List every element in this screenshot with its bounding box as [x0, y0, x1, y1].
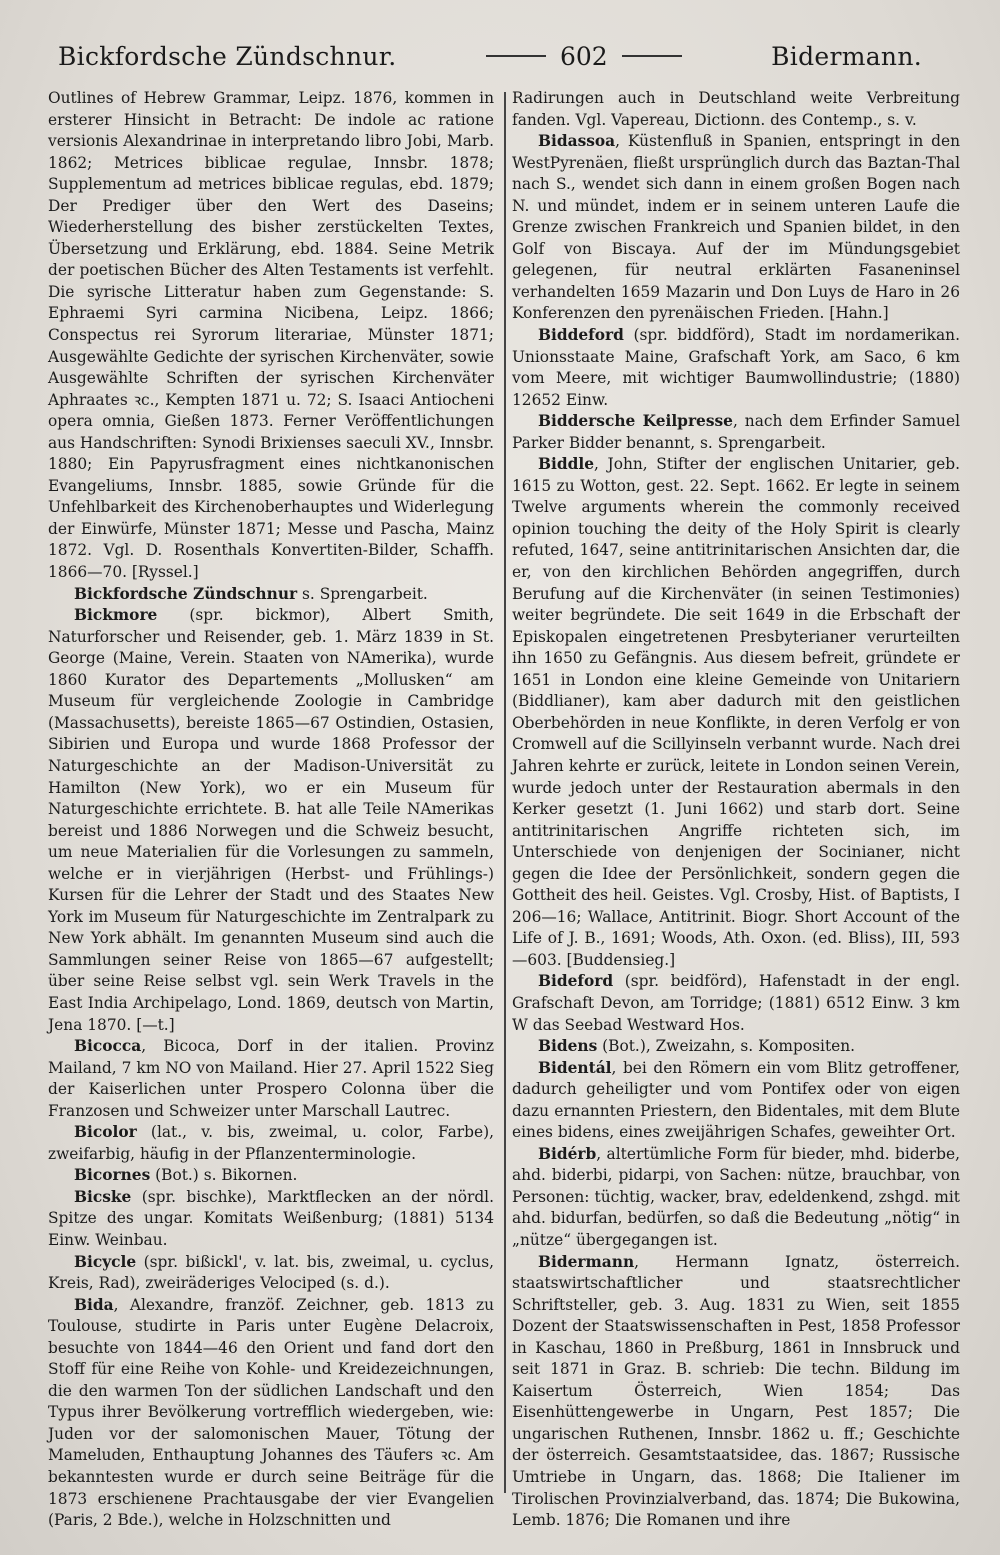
entry-headword: Bidassoa — [538, 132, 616, 151]
entry-text: s. Sprengarbeit. — [297, 584, 428, 603]
entry-headword: Bickfordsche Zündschnur — [74, 584, 298, 603]
entry-text: , altertümliche Form für bieder, mhd. biderbe, ahd. biderbi, pidarpi, von Sachen: nütze, brauchbar, von Personen: tüchtig, wacker, brav, edeldenkend, zshgd. mit ahd. bidurfan, bedürfen, so daß die Bedeutung „nötig“ in „nütze“ übergegangen ist. — [512, 1144, 960, 1249]
entry-paragraph — [48, 1122, 494, 1165]
entry-paragraph — [512, 1036, 960, 1058]
running-head-right: Bidermann. — [771, 41, 922, 71]
entry-headword: Bickmore — [74, 606, 158, 625]
entry-paragraph — [512, 411, 960, 454]
entry-paragraph — [512, 454, 960, 971]
entry-text: (spr. beidförd), Hafenstadt in der engl. Grafschaft Devon, am Torridge; (1881) 6512 Einw. 3 km W das Seebad Westward Hos. — [512, 972, 960, 1034]
entry-paragraph — [512, 971, 960, 1036]
entry-text: (lat., v. bis, zweimal, u. color, Farbe), zweifarbig, häufig in der Pflanzenterminologie. — [48, 1123, 494, 1163]
entry-paragraph — [48, 1187, 494, 1252]
entry-headword: Biddeford — [538, 326, 624, 345]
entry-paragraph — [48, 584, 494, 606]
right-column — [512, 88, 961, 1530]
entry-paragraph — [512, 1144, 960, 1252]
header-rule-right — [622, 55, 682, 57]
entry-text: Radirungen auch in Deutschland weite Verbreitung fanden. Vgl. Vapereau, Dictionn. des Contemp., s. v. — [512, 89, 960, 129]
entry-text: (spr. bischke), Marktflecken an der nördl. Spitze des ungar. Komitats Weißenburg; (1881) 5134 Einw. Weinbau. — [48, 1187, 494, 1249]
entry-text: , John, Stifter der englischen Unitarier, geb. 1615 zu Wotton, gest. 22. Sept. 1662. Er legte in seinem Twelve arguments wherein the commonly received opinion touching the deity of the Holy Spirit is clearly refuted, 1647, seine antitrinitarischen Ansichten dar, die er, von den kirchlichen Behörden angegriffen, durch Berufung auf die Kirchenväter (in seinen Testimonies) weiter begründete. Die seit 1649 in die Erbschaft der Episkopalen eingetretenen Presbyterianer verurteilten ihn 1650 zu Gefängnis. Aus diesem befreit, gründete er 1651 in London eine kleine Gemeinde von Unitariern (Biddlianer), kam aber dadurch mit den geistlichen Oberbehörden in neue Konflikte, in deren Verfolg er von Cromwell auf die Scillyinseln verbannt wurde. Nach drei Jahren kehrte er zurück, leitete in London seinen Verein, wurde jedoch unter der Restauration abermals in den Kerker gesetzt (1. Juni 1662) und starb dort. Seine antitrinitarischen Angriffe richteten sich, im Unterschiede von denjenigen der Socinianer, nicht gegen die Idee der Persönlichkeit, sondern gegen die Gottheit des heil. Geistes. Vgl. Crosby, Hist. of Baptists, I 206—16; Wallace, Antitrinit. Biogr. Short Account of the Life of J. B., 1691; Woods, Ath. Oxon. (ed. Bliss), III, 593—603. [Buddensieg.] — [512, 455, 960, 969]
entry-paragraph — [512, 131, 960, 325]
entry-text: , Alexandre, franzöf. Zeichner, geb. 1813 zu Toulouse, studirte in Paris unter Eugène Delacroix, besuchte von 1844—46 den Orient und fand dort den Stoff für eine Reihe von Kohle- und Kreidezeichnungen, die den warmen Ton der südlichen Landschaft und den Typus ihrer Bevölkerung vortrefflich wiedergeben, wie: Juden vor der salomonischen Mauer, Tötung der Mameluden, Enthauptung Johannes des Täufers ꝛc. Am bekanntesten wurde er durch seine Beiträge für die 1873 erschienene Prachtausgabe der vier Evangelien (Paris, 2 Bde.), welche in Holzschnitten und — [48, 1295, 494, 1530]
entry-headword: Bideford — [538, 972, 614, 991]
entry-headword: Bicycle — [74, 1252, 137, 1271]
entry-headword: Biddle — [538, 455, 595, 474]
entry-paragraph — [512, 1058, 960, 1144]
header-rule-left — [486, 55, 546, 57]
entry-headword: Bidens — [538, 1037, 598, 1056]
entry-text: (spr. bißickl', v. lat. bis, zweimal, u. cyclus, Kreis, Rad), zweiräderiges Velociped (s. d.). — [48, 1252, 494, 1293]
entry-text: (spr. bickmor), Albert Smith, Naturforscher und Reisender, geb. 1. März 1839 in St. George (Maine, Verein. Staaten von NAmerika), wurde 1860 Kurator des Departements „Mollusken“ am Museum für vergleichende Zoologie in Cambridge (Massachusetts), bereiste 1865—67 Ostindien, Ostasien, Sibirien und Europa und wurde 1868 Professor der Naturgeschichte an der Madison-Universität zu Hamilton (New York), wo er ein Museum für Naturgeschichte errichtete. B. hat alle Teile NAmerikas bereist und 1886 Norwegen und die Schweiz besucht, um neue Materialien für die Vorlesungen zu sammeln, welche er in vierjährigen (Herbst- und Frühlings-) Kursen für die Lehrer der Stadt und des Staates New York im Museum für Naturgeschichte im Zentralpark zu New York abhält. Im genannten Museum sind auch die Sammlungen seiner Reise von 1865—67 aufgestellt; über seine Reise selbst vgl. sein Werk Travels in the East India Archipelago, Lond. 1869, deutsch von Martin, Jena 1870. [—t.] — [48, 606, 494, 1034]
entry-paragraph — [512, 325, 960, 411]
entry-headword: Bicornes — [74, 1166, 151, 1185]
page-number: 602 — [559, 41, 608, 71]
entry-headword: Bicske — [74, 1187, 132, 1206]
entry-headword: Bidermann — [538, 1252, 635, 1271]
column-divider — [504, 92, 506, 1493]
entry-text: Outlines of Hebrew Grammar, Leipz. 1876, kommen in ersterer Hinsicht in Betracht: De indole ac ratione versionis Alexandrinae in interpretando libro Jobi, Marb. 1862; Metrices biblicae regulae, Innsbr. 1878; Supplementum ad metrices biblicae regulas, ebd. 1879; Der Prediger über den Wert des Daseins; Wiederherstellung des bisher zerstückelten Textes, Übersetzung und Erklärung, ebd. 1884. Seine Metrik der poetischen Bücher des Alten Testaments ist verfehlt. Die syrische Litteratur haben zum Gegenstande: S. Ephraemi Syri carmina Nicibena, Leipz. 1866; Conspectus rei Syrorum literariae, Münster 1871; Ausgewählte Gedichte der syrischen Kirchenväter, sowie Ausgewählte Schriften der syrischen Kirchenväter Aphraates ꝛc., Kempten 1871 u. 72; S. Isaaci Antiocheni opera omnia, Gießen 1873. Ferner Veröffentlichungen aus Handschriften: Synodi Brixienses saeculi XV., Innsbr. 1880; Ein Papyrusfragment eines nichtkanonischen Evangeliums, Innsbr. 1885, sowie Gründe für die Unfehlbarkeit des Kirchenoberhauptes und Widerlegung der Einwürfe, Münster 1871; Messe und Pascha, Mainz 1872. Vgl. D. Rosenthals Konvertiten-Bilder, Schaffh. 1866—70. [Ryssel.] — [48, 89, 494, 582]
entry-text: , Küstenfluß in Spanien, entspringt in den WestPyrenäen, fließt ursprünglich durch das Baztan-Thal nach S., wendet sich dann in einem großen Bogen nach N. und mündet, indem er in seinem unteren Laufe die Grenze zwischen Frankreich und Spanien bildet, in den Golf von Biscaya. Auf der im Mündungsgebiet gelegenen, für neutral erklärten Fasaneninsel verhandelten 1659 Mazarin und Don Luys de Haro in 26 Konferenzen den pyrenäischen Frieden. [Hahn.] — [512, 132, 960, 323]
entry-headword: Biddersche Keilpresse — [538, 412, 733, 431]
running-head-left: Bickfordsche Zündschnur. — [58, 41, 397, 71]
entry-text: (Bot.), Zweizahn, s. Kompositen. — [597, 1037, 856, 1056]
entry-text: , Bicoca, Dorf in der italien. Provinz Mailand, 7 km NO von Mailand. Hier 27. April 1522 Sieg der Kaiserlichen unter Prospero Colonna über die Franzosen und Schweizer unter Marschall Lautrec. — [48, 1037, 494, 1120]
entry-paragraph — [512, 1252, 960, 1532]
entry-headword: Bidérb — [538, 1144, 597, 1163]
entry-headword: Bidentál — [538, 1058, 612, 1077]
entry-paragraph — [48, 1036, 494, 1122]
entry-headword: Bicocca — [74, 1037, 142, 1056]
entry-paragraph — [48, 605, 494, 1036]
entry-paragraph — [48, 88, 494, 584]
entry-paragraph — [512, 88, 960, 131]
entry-text: , Hermann Ignatz, österreich. staatswirtschaftlicher und staatsrechtlicher Schriftsteller, geb. 3. Aug. 1831 zu Wien, seit 1855 Dozent der Staatswissenschaften in Pest, 1858 Professor in Kaschau, 1860 in Preßburg, 1861 in Innsbruck und seit 1871 in Graz. B. schrieb: Die techn. Bildung im Kaisertum Österreich, Wien 1854; Das Eisenhüttengewerbe in Ungarn, Pest 1857; Die ungarischen Ruthenen, Innsbr. 1862 u. ff.; Geschichte der österreich. Gesamtstaatsidee, das. 1867; Russische Umtriebe in Ungarn, das. 1868; Die Italiener im Tirolischen Provinzialverband, das. 1874; Die Bukowina, Lemb. 1876; Die Romanen und ihre — [512, 1252, 960, 1530]
entry-headword: Bida — [74, 1295, 114, 1314]
page-number-group — [486, 42, 682, 71]
page-header — [58, 38, 922, 74]
entry-text: , bei den Römern ein vom Blitz getroffener, dadurch geheiligter und vom Pontifex oder von eigen dazu ernannten Priestern, den Bidentales, mit dem Blute eines bidens, eines zweijährigen Schafes, geweihter Ort. — [512, 1058, 960, 1142]
entry-text: , nach dem Erfinder Samuel Parker Bidder benannt, s. Sprengarbeit. — [512, 412, 961, 452]
entry-paragraph — [48, 1295, 494, 1532]
entry-text: (Bot.) s. Bikornen. — [150, 1166, 298, 1185]
entry-text: (spr. biddförd), Stadt im nordamerikan. Unionsstaate Maine, Grafschaft York, am Saco, 6 km vom Meere, mit wichtiger Baumwollindustrie; (1880) 12652 Einw. — [512, 326, 960, 409]
entry-headword: Bicolor — [74, 1123, 137, 1142]
left-column — [48, 88, 494, 1530]
entry-paragraph — [48, 1252, 494, 1295]
entry-paragraph — [48, 1165, 494, 1187]
